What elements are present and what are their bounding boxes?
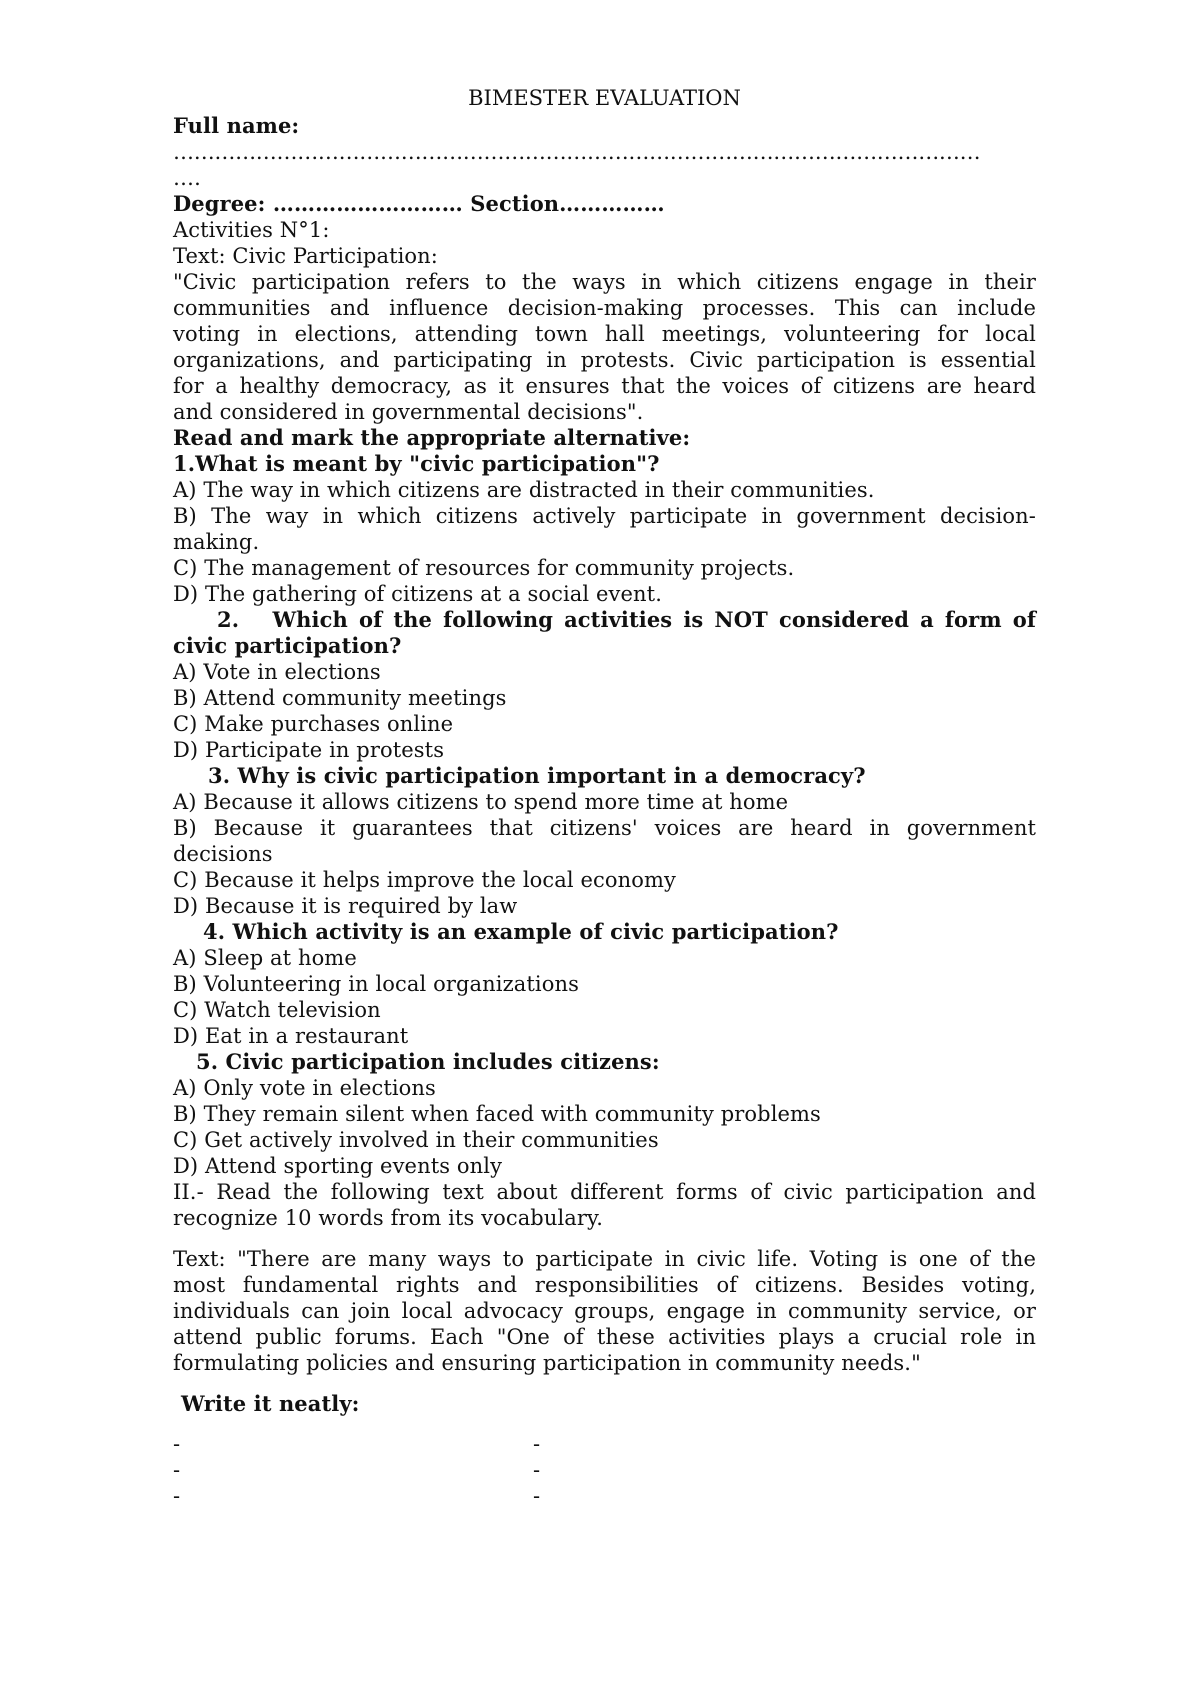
part2-instruction-cont: recognize 10 words from its vocabulary. bbox=[173, 1206, 604, 1230]
question-2: 2. Which of the following activities is NOT considered a form of bbox=[217, 607, 1036, 632]
part2-instruction: II.- Read the following text about different forms of civic participation and bbox=[173, 1180, 1036, 1204]
option-2c: C) Make purchases online bbox=[173, 712, 454, 736]
write-label: Write it neatly: bbox=[181, 1391, 360, 1416]
passage-line: communities and influence decision-making processes. This can include bbox=[173, 296, 1036, 320]
option-4a: A) Sleep at home bbox=[173, 946, 357, 970]
passage-line: "Civic participation refers to the ways in which citizens engage in their bbox=[173, 270, 1036, 294]
option-2a: A) Vote in elections bbox=[173, 660, 381, 684]
question-2-cont: civic participation? bbox=[173, 633, 402, 658]
option-5a: A) Only vote in elections bbox=[173, 1076, 436, 1100]
part2-text-line: attend public forums. Each "One of these activities plays a crucial role in bbox=[173, 1325, 1036, 1349]
answer-dash[interactable]: - bbox=[533, 1458, 541, 1482]
option-5c: C) Get actively involved in their communities bbox=[173, 1128, 659, 1152]
option-1c: C) The management of resources for community projects. bbox=[173, 556, 795, 580]
part2-text-line: most fundamental rights and responsibilities of citizens. Besides voting, bbox=[173, 1273, 1036, 1297]
option-5d: D) Attend sporting events only bbox=[173, 1154, 503, 1178]
question-3: 3. Why is civic participation important in a democracy? bbox=[208, 763, 866, 788]
passage-line: organizations, and participating in protests. Civic participation is essential bbox=[173, 348, 1036, 372]
instruction: Read and mark the appropriate alternative: bbox=[173, 425, 691, 450]
full-name-dots-tail: …. bbox=[173, 166, 201, 190]
option-4b: B) Volunteering in local organizations bbox=[173, 972, 579, 996]
option-4d: D) Eat in a restaurant bbox=[173, 1024, 409, 1048]
part2-text-line: Text: "There are many ways to participate in civic life. Voting is one of the bbox=[173, 1247, 1036, 1271]
option-1b: B) The way in which citizens actively participate in government decision- bbox=[173, 504, 1036, 528]
passage-line: and considered in governmental decisions". bbox=[173, 400, 644, 424]
activities-heading: Activities N°1: bbox=[173, 218, 330, 242]
option-3b-cont: decisions bbox=[173, 842, 273, 866]
option-1d: D) The gathering of citizens at a social event. bbox=[173, 582, 662, 606]
answer-dash[interactable]: - bbox=[533, 1432, 541, 1456]
full-name-label: Full name: bbox=[173, 113, 300, 138]
option-3d: D) Because it is required by law bbox=[173, 894, 518, 918]
option-2d: D) Participate in protests bbox=[173, 738, 445, 762]
option-1a: A) The way in which citizens are distracted in their communities. bbox=[173, 478, 875, 502]
question-1: 1.What is meant by "civic participation"? bbox=[173, 451, 660, 476]
option-1b-cont: making. bbox=[173, 530, 260, 554]
part2-text-line: formulating policies and ensuring participation in community needs." bbox=[173, 1351, 921, 1375]
full-name-dots: ……………………………………………………………………………………………………… bbox=[173, 140, 981, 164]
text-title: Text: Civic Participation: bbox=[173, 244, 438, 268]
degree-section-line: Degree: ……………………… Section…………… bbox=[173, 191, 665, 216]
option-3c: C) Because it helps improve the local economy bbox=[173, 868, 676, 892]
page-title: BIMESTER EVALUATION bbox=[468, 86, 741, 110]
answer-dash[interactable]: - bbox=[173, 1458, 181, 1482]
option-4c: C) Watch television bbox=[173, 998, 381, 1022]
answer-dash[interactable]: - bbox=[533, 1484, 541, 1508]
answer-dash[interactable]: - bbox=[173, 1432, 181, 1456]
option-3b: B) Because it guarantees that citizens' voices are heard in government bbox=[173, 816, 1036, 840]
question-5: 5. Civic participation includes citizens: bbox=[196, 1049, 660, 1074]
question-4: 4. Which activity is an example of civic participation? bbox=[203, 919, 839, 944]
option-2b: B) Attend community meetings bbox=[173, 686, 507, 710]
option-5b: B) They remain silent when faced with community problems bbox=[173, 1102, 821, 1126]
passage-line: voting in elections, attending town hall meetings, volunteering for local bbox=[173, 322, 1036, 346]
part2-text-line: individuals can join local advocacy groups, engage in community service, or bbox=[173, 1299, 1036, 1323]
passage-line: for a healthy democracy, as it ensures that the voices of citizens are heard bbox=[173, 374, 1036, 398]
answer-dash[interactable]: - bbox=[173, 1484, 181, 1508]
option-3a: A) Because it allows citizens to spend more time at home bbox=[173, 790, 789, 814]
